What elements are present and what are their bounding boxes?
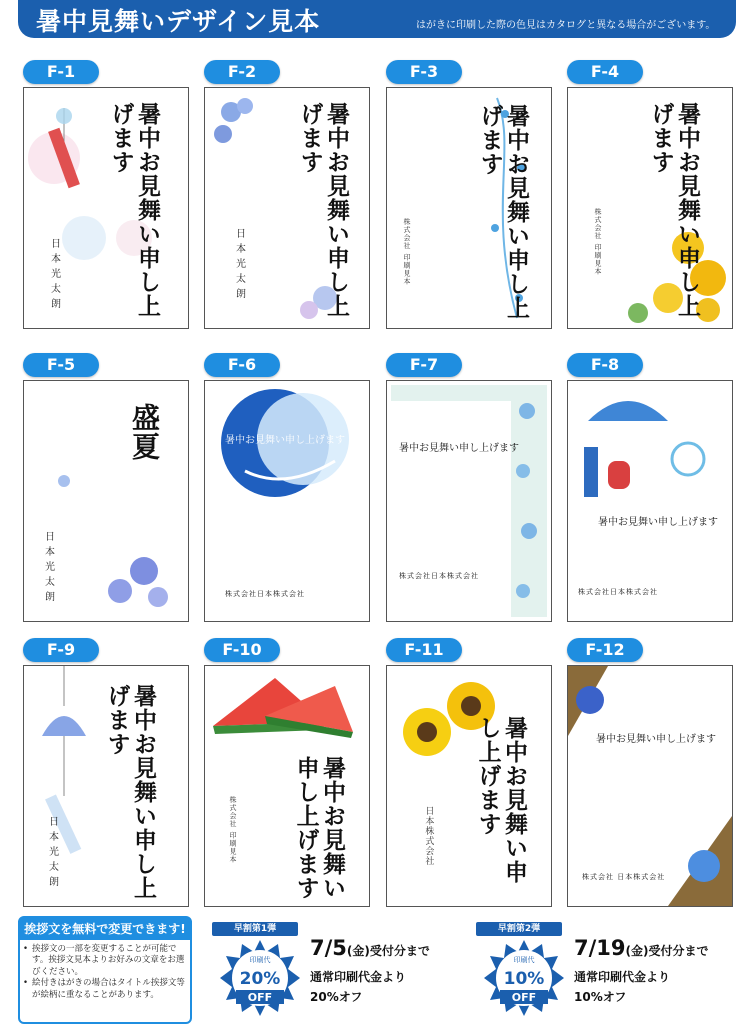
badge-off: OFF — [247, 991, 273, 1004]
bamboo-morning-glory-illustration — [568, 666, 732, 906]
color-disclaimer: はがきに印刷した際の色見はカタログと異なる場合がございます。 — [416, 20, 716, 31]
free-change-heading: 挨拶文を無料で変更できます! — [20, 918, 190, 940]
greeting-title: 暑中お見舞い申し上げます — [225, 435, 345, 446]
promo-tag: 早割第1弾 — [212, 922, 298, 936]
greeting-title: 暑中お見舞い申し上げます — [476, 104, 530, 320]
design-label: F-1 — [23, 60, 99, 84]
weekday: (金) — [625, 944, 649, 958]
promo-line3: 20%オフ — [310, 990, 363, 1004]
postcard-sample — [386, 665, 552, 907]
design-f12[interactable] — [567, 638, 733, 904]
greeting-title: 暑中お見舞い申し上げます — [598, 517, 718, 528]
company-name: 株式会社日本株式会社 — [225, 590, 305, 598]
design-label: F-9 — [23, 638, 99, 662]
design-label: F-10 — [204, 638, 280, 662]
postcard-sample — [386, 87, 552, 329]
date: 7/5 — [310, 936, 347, 960]
design-f11[interactable] — [386, 638, 552, 904]
promo-line3: 10%オフ — [574, 990, 627, 1004]
postcard-sample — [23, 665, 189, 907]
design-label: F-12 — [567, 638, 643, 662]
free-text-change-info — [18, 916, 192, 1024]
design-label: F-3 — [386, 60, 462, 84]
greeting-title: 暑中お見舞い申し上げます — [596, 734, 716, 745]
free-change-item: • 絵付きはがきの場合はタイトル挨拶文等が絵柄に重なることがあります。 — [32, 978, 186, 1001]
greeting-title: 暑中お見舞い申し上げます — [103, 684, 157, 900]
early-discount-1 — [212, 922, 474, 1022]
free-change-item: • 挨拶文の一部を変更することが可能です。挨拶文見本よりお好みの文章をお選びください。 — [32, 944, 186, 978]
sender-name: 日本光太朗 — [48, 238, 60, 313]
early-discount-2 — [476, 922, 746, 1022]
postcard-sample — [23, 87, 189, 329]
page-header — [18, 0, 736, 38]
fan-and-lantern-illustration — [568, 381, 732, 621]
promo-tag: 早割第2弾 — [476, 922, 562, 936]
design-label: F-4 — [567, 60, 643, 84]
date: 7/19 — [574, 936, 626, 960]
design-f3[interactable] — [386, 60, 552, 326]
blue-moon-illustration — [205, 381, 369, 621]
deadline-suffix: 受付分まで — [648, 944, 709, 958]
greeting-title: 暑中お見舞い申し上げます — [292, 756, 346, 900]
design-label: F-6 — [204, 353, 280, 377]
postcard-sample — [567, 665, 733, 907]
design-label: F-2 — [204, 60, 280, 84]
greeting-title: 暑中お見舞い申し上げます — [647, 102, 701, 318]
company-name: 株式会社 印刷見本 — [594, 208, 603, 276]
company-name: 株式会社 印刷見本 — [229, 796, 238, 864]
vine-border-illustration — [387, 381, 551, 621]
deadline-date — [310, 936, 430, 960]
design-f6[interactable] — [204, 353, 370, 619]
greeting-title: 盛夏 — [128, 403, 161, 461]
greeting-title: 暑中お見舞い申し上げます — [296, 102, 350, 318]
badge-percent: 20% — [239, 969, 281, 989]
greeting-title: 暑中お見舞い申し上げます — [399, 443, 519, 454]
design-label: F-7 — [386, 353, 462, 377]
badge-small: 印刷代 — [249, 956, 271, 964]
deadline-date — [574, 936, 709, 960]
postcard-sample — [386, 380, 552, 622]
greeting-title: 暑中お見舞い申し上げます — [474, 716, 528, 884]
design-label: F-11 — [386, 638, 462, 662]
weekday: (金) — [346, 944, 370, 958]
postcard-sample — [23, 380, 189, 622]
promo-line2: 通常印刷代金より — [574, 970, 671, 984]
discount-badge-icon — [484, 938, 564, 1018]
discount-badge-icon — [220, 938, 300, 1018]
design-f2[interactable] — [204, 60, 370, 326]
sender-name: 日本光太朗 — [42, 531, 54, 606]
page-title: 暑中見舞いデザイン見本 — [36, 7, 321, 36]
greeting-title: 暑中お見舞い申し上げます — [107, 102, 161, 318]
postcard-sample — [204, 380, 370, 622]
postcard-sample — [204, 87, 370, 329]
badge-off: OFF — [511, 991, 537, 1004]
postcard-sample — [204, 665, 370, 907]
design-label: F-8 — [567, 353, 643, 377]
badge-percent: 10% — [503, 969, 545, 989]
promo-line2: 通常印刷代金より — [310, 970, 407, 984]
deadline-suffix: 受付分まで — [369, 944, 430, 958]
design-f8[interactable] — [567, 353, 733, 619]
postcard-sample — [567, 87, 733, 329]
company-name: 株式会社日本株式会社 — [399, 572, 479, 580]
postcard-sample — [567, 380, 733, 622]
design-f7[interactable] — [386, 353, 552, 619]
company-name: 株式会社 日本株式会社 — [582, 873, 666, 881]
company-name: 株式会社日本株式会社 — [578, 588, 658, 596]
design-f9[interactable] — [23, 638, 189, 904]
company-name: 株式会社 印刷見本 — [403, 218, 412, 286]
badge-small: 印刷代 — [513, 956, 535, 964]
design-label: F-5 — [23, 353, 99, 377]
sender-name: 日本光太朗 — [46, 816, 58, 891]
design-f1[interactable] — [23, 60, 189, 326]
design-f5[interactable] — [23, 353, 189, 619]
design-f4[interactable] — [567, 60, 733, 326]
sender-name: 日本光太朗 — [233, 228, 245, 303]
company-name: 日本株式会社 — [423, 806, 434, 866]
design-f10[interactable] — [204, 638, 370, 904]
